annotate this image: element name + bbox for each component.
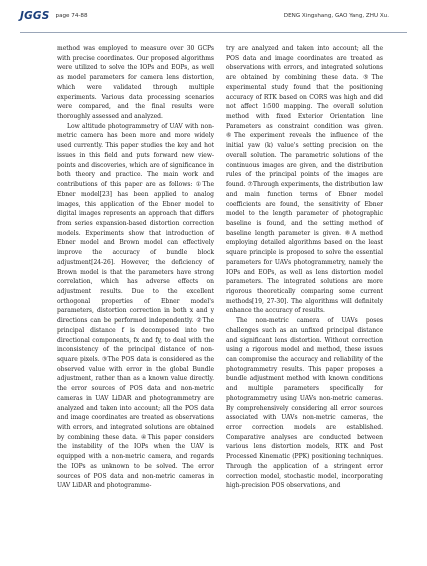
header-rule: [20, 32, 407, 33]
journal-logo: JGGS: [20, 10, 50, 22]
paragraph: method was employed to measure over 30 GCPs with precise coordinates. Our proposed algorithms were utilized to solve the IOPs and EOPs, as well as model parameters for camera lens distortion, which were validated through multiple experiments. Various data processing scenarios were compared, and the final results were thoroughly assessed and analyzed.: [57, 45, 214, 121]
paragraph: Low altitude photogrammetry of UAV with non-metric camera has been more and more widely used currently. This paper studies the key and hot issues in this field and puts forward new view-points and discoveries, which are of significance in both theory and practice. The main work and contributions of this paper are as follows: ①The Ebner model[23] has been applied to analog images, this application of the Ebner model to digital images represents an approach that differs from series expansion-based distortion correction models. Experiments show that introduction of Ebner model and Brown model can effectively improve the accuracy of bundle block adjustment[24-26]. However, the deficiency of Brown model is that the parameters have strong correlation, which has adverse effects on adjustment results. Due to the excellent orthogonal properties of Ebner model's parameters, distortion correction in both x and y directions can be performed independently. ②The principal distance f is decomposed into two directional components, fx and fy, to deal with the inconsistency of the principal distance of non-square pixels. ③The POS data is considered as the observed value with error in the global Bundle adjustment, rather than as a known value directly. the error sources of POS data and non-metric cameras in UAV LiDAR and photogrammetry are analyzed and taken into account; all the POS data and image coordinates are treated as observations with errors, and integrated solutions are obtained by combining these data. ④This paper considers the instability of the IOPs when the UAV is equipped with a non-metric camera, and regards the IOPs as unknown to be solved. The error sources of POS data and non-metric cameras in UAV LiDAR and photogramme-: [57, 122, 214, 490]
paragraph: The non-metric camera of UAVs poses challenges such as an unfixed principal distance and significant lens distortion. Without correction using a rigorous model and method, these issues can compromise the accuracy and reliability of the photogrammetry results. This paper proposes a bundle adjustment method with known conditions and multiple parameters specifically for photogrammetry using UAVs non-metric cameras. By comprehensively considering all error sources associated with UAVs non-metric cameras, the error correction models are established. Comparative analyses are conducted between various lens distortion models, RTK and Post Processed Kinematic (PPK) positioning techniques. Through the application of a stringent error correction model, stochastic model, incorporating high-precision POS observations, and: [226, 317, 383, 490]
page-header: [0, 0, 427, 32]
running-authors: DENG Xingshang, GAO Yang, ZHU Xu.: [283, 13, 389, 19]
journal-brand: [20, 10, 88, 22]
body-columns: [57, 44, 383, 491]
left-column: [57, 44, 214, 491]
page-range: page 74-88: [55, 13, 88, 19]
right-column: [226, 44, 383, 491]
paragraph: try are analyzed and taken into account; all the POS data and image coordinates are treated as observations with errors, and integrated solutions are obtained by combining these data. ⑤The experimental study found that the positioning accuracy of RTK based on CORS was high and did not affect 1∶500 mapping. The overall solution method with fixed Exterior Orientation line Parameters as constraint condition was given. ⑥The experiment reveals the influence of the initial yaw (k) value's setting precision on the overall solution. The parametric solutions of the continuous images are given, and the distribution rules of the principal points of the images are found. ⑦Through experiments, the distribution law and main function terms of Ebner model coefficients are found, the sensitivity of Ebner model to the length parameter of photographic baseline is found, and the setting method of baseline length parameter is given. ⑧A method employing detailed algorithms based on the least square principle is proposed to solve the essential parameters for UAVs photogrammetry, namely the IOPs and EOPs, as well as lens distortion model parameters. The integrated solutions are more rigorous theoretically comparing some current methods[19, 27-30]. The algorithms will definitely enhance the accuracy of results.: [226, 45, 383, 315]
